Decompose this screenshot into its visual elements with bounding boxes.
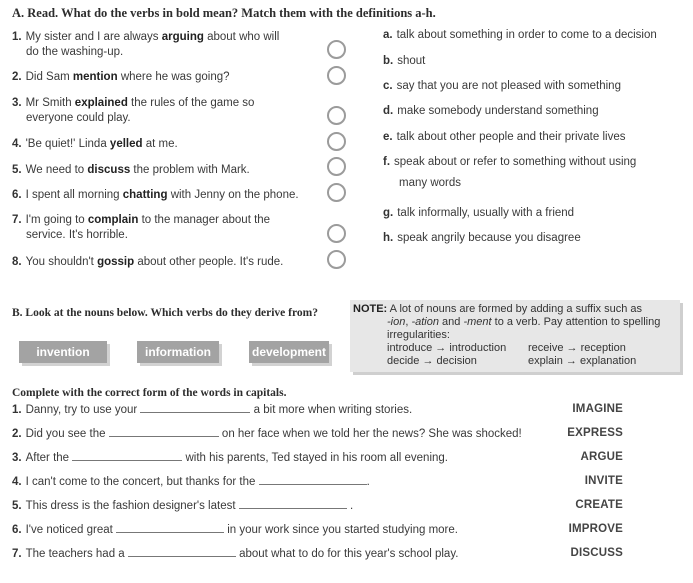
answer-circle-8[interactable] xyxy=(327,250,346,269)
answer-blank-1[interactable] xyxy=(140,403,250,413)
question-8: 8. You shouldn't gossip about other people. It's rude. xyxy=(12,256,284,268)
definition-e: e. talk about other people and their private lives xyxy=(383,131,626,143)
note-text: NOTE: A lot of nouns are formed by adding a suffix such as -ion, -ation and -ment to a verb. Pay attention to spelling irregularities: xyxy=(353,303,661,341)
section-b-heading: B. Look at the nouns below. Which verbs do they derive from? xyxy=(12,307,318,319)
capital-word-1: IMAGINE xyxy=(572,403,623,415)
section-c-heading: Complete with the correct form of the words in capitals. xyxy=(12,387,287,399)
completion-item-5: 5. This dress is the fashion designer's latest . xyxy=(12,500,354,512)
capital-word-7: DISCUSS xyxy=(570,547,623,559)
note-example-3: decide → decision xyxy=(387,355,477,367)
question-1: 1. My sister and I are always arguing about who will do the washing-up. xyxy=(12,31,280,58)
answer-blank-4[interactable] xyxy=(259,475,367,485)
capital-word-2: EXPRESS xyxy=(567,427,623,439)
question-7: 7. I'm going to complain to the manager about the service. It's horrible. xyxy=(12,214,271,241)
noun-chip-development: development xyxy=(249,341,329,363)
note-example-4: explain → explanation xyxy=(528,355,637,367)
answer-circle-5[interactable] xyxy=(327,157,346,176)
completion-item-1: 1. Danny, try to use your a bit more when writing stories. xyxy=(12,404,413,416)
answer-blank-3[interactable] xyxy=(72,451,182,461)
question-4: 4. 'Be quiet!' Linda yelled at me. xyxy=(12,138,178,150)
noun-chip-invention: invention xyxy=(19,341,107,363)
answer-circle-7[interactable] xyxy=(327,224,346,243)
question-2: 2. Did Sam mention where he was going? xyxy=(12,71,230,83)
answer-blank-6[interactable] xyxy=(116,523,224,533)
completion-item-7: 7. The teachers had a about what to do for this year's school play. xyxy=(12,548,459,560)
completion-item-4: 4. I can't come to the concert, but thanks for the . xyxy=(12,476,370,488)
answer-circle-6[interactable] xyxy=(327,183,346,202)
note-example-2: receive → reception xyxy=(528,342,626,354)
answer-circle-3[interactable] xyxy=(327,106,346,125)
completion-item-2: 2. Did you see the on her face when we told her the news? She was shocked! xyxy=(12,428,522,440)
answer-blank-7[interactable] xyxy=(128,547,236,557)
definition-f: f. speak about or refer to something without using many words xyxy=(383,156,637,189)
definition-g: g. talk informally, usually with a friend xyxy=(383,207,575,219)
answer-circle-1[interactable] xyxy=(327,40,346,59)
answer-circle-4[interactable] xyxy=(327,132,346,151)
definition-d: d. make somebody understand something xyxy=(383,105,599,117)
answer-blank-5[interactable] xyxy=(239,499,347,509)
completion-item-6: 6. I've noticed great in your work since you started studying more. xyxy=(12,524,458,536)
noun-chip-information: information xyxy=(137,341,219,363)
note-example-1: introduce → introduction xyxy=(387,342,507,354)
question-5: 5. We need to discuss the problem with Mark. xyxy=(12,164,250,176)
question-3: 3. Mr Smith explained the rules of the game so everyone could play. xyxy=(12,97,255,124)
answer-blank-2[interactable] xyxy=(109,427,219,437)
completion-item-3: 3. After the with his parents, Ted stayed in his room all evening. xyxy=(12,452,448,464)
section-a-heading: A. Read. What do the verbs in bold mean? Match them with the definitions a-h. xyxy=(12,6,436,20)
definition-c: c. say that you are not pleased with something xyxy=(383,80,621,92)
answer-circle-2[interactable] xyxy=(327,66,346,85)
definition-h: h. speak angrily because you disagree xyxy=(383,232,581,244)
capital-word-6: IMPROVE xyxy=(568,523,623,535)
definition-b: b. shout xyxy=(383,55,426,67)
capital-word-5: CREATE xyxy=(575,499,623,511)
capital-word-4: INVITE xyxy=(584,475,623,487)
question-6: 6. I spent all morning chatting with Jenny on the phone. xyxy=(12,189,299,201)
capital-word-3: ARGUE xyxy=(580,451,623,463)
definition-a: a. talk about something in order to come to a decision xyxy=(383,29,657,41)
